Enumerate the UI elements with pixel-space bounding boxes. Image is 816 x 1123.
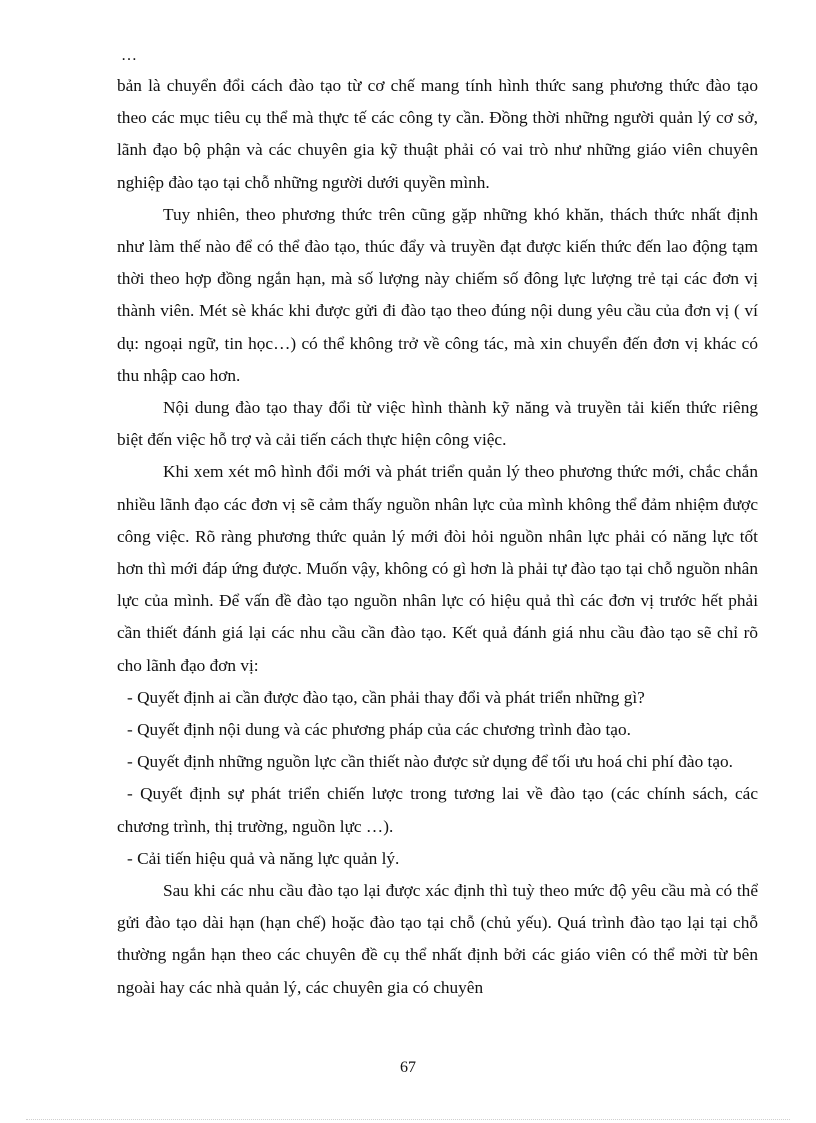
bullet-item: - Quyết định nội dung và các phương pháp của các chương trình đào tạo. (127, 720, 631, 740)
continuation-ellipsis: … (121, 47, 137, 64)
bottom-divider (26, 1119, 790, 1120)
paragraph: Tuy nhiên, theo phương thức trên cũng gặp những khó khăn, thách thức nhất định như làm thế nào để có thể đào tạo, thúc đẩy và truyền đạt được kiến thức đến lao động tạm thời theo hợp đồng ngắn hạn, mà số lượng này chiếm số đông lực lượng trẻ tại các đơn vị thành viên. Mét sè khác khi được gửi đi đào tạo theo đúng nội dung yêu cầu của đơn vị ( ví dụ: ngoại ngữ, tin học…) có thể không trở về công tác, mà xin chuyển đến đơn vị khác có thu nhập cao hơn. (117, 204, 758, 385)
paragraph: Khi xem xét mô hình đổi mới và phát triển quản lý theo phương thức mới, chắc chắn nhiều lãnh đạo các đơn vị sẽ cảm thấy nguồn nhân lực của mình không thể đảm nhiệm được công việc. Rõ ràng phương thức quản lý mới đòi hỏi nguồn nhân lực phải có năng lực tốt hơn thì mới đáp ứng được. Muốn vậy, không có gì hơn là phải tự đào tạo tại chỗ nguồn nhân lực của mình. Để vấn đề đào tạo nguồn nhân lực có hiệu quả thì các đơn vị trước hết phải cần thiết đánh giá lại các nhu cầu cần đào tạo. Kết quả đánh giá nhu cầu đào tạo sẽ chỉ rõ cho lãnh đạo đơn vị: (117, 462, 758, 675)
bullet-item: - Quyết định ai cần được đào tạo, cần phải thay đổi và phát triển những gì? (127, 687, 645, 707)
page-number: 67 (400, 1059, 416, 1076)
bullet-item: - Quyết định những nguồn lực cần thiết nào được sử dụng để tối ưu hoá chi phí đào tạo. (127, 752, 733, 772)
paragraph: Nội dung đào tạo thay đổi từ việc hình thành kỹ năng và truyền tải kiến thức riêng biệt đến việc hỗ trợ và cải tiến cách thực hiện công việc. (117, 398, 758, 450)
paragraph: Sau khi các nhu cầu đào tạo lại được xác định thì tuỳ theo mức độ yêu cầu mà có thể gửi đào tạo dài hạn (hạn chế) hoặc đào tạo tại chỗ (chủ yếu). Quá trình đào tạo lại tại chỗ thường ngắn hạn theo các chuyên đề cụ thể nhất định bởi các giáo viên có thể mời từ bên ngoài hay các nhà quản lý, các chuyên gia có chuyên (117, 881, 758, 997)
paragraph-continuation: bản là chuyển đổi cách đào tạo từ cơ chế mang tính hình thức sang phương thức đào tạo theo các mục tiêu cụ thể mà thực tế các công ty cần. Đồng thời những người quản lý cơ sở, lãnh đạo bộ phận và các chuyên gia kỹ thuật phải có vai trò như những giáo viên chuyên nghiệp đào tạo tại chỗ những người dưới quyền mình. (117, 76, 758, 192)
bullet-item: - Cải tiến hiệu quả và năng lực quản lý. (127, 848, 400, 868)
body-text (117, 70, 758, 1004)
bullet-item: - Quyết định sự phát triển chiến lược trong tương lai về đào tạo (các chính sách, các chương trình, thị trường, nguồn lực …). (117, 784, 758, 836)
